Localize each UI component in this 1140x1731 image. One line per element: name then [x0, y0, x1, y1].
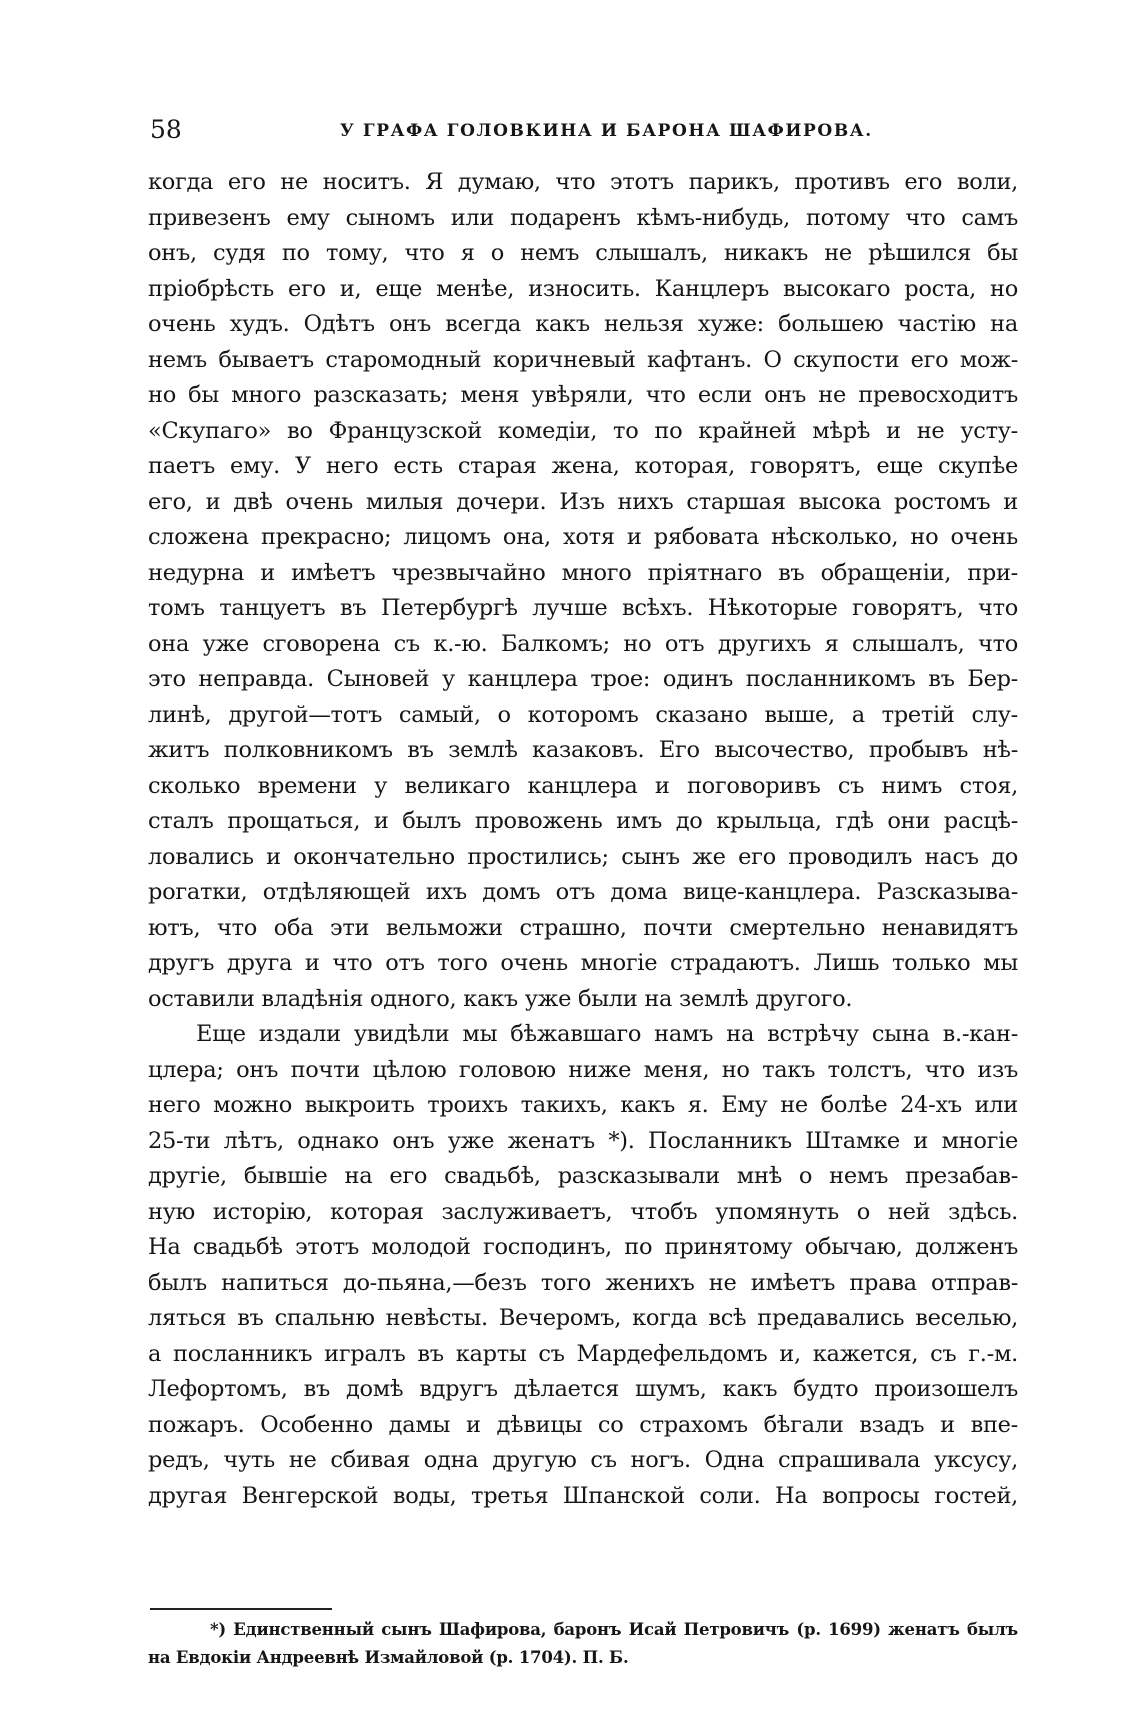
- text-line: сталъ прощаться, и былъ провожень имъ до крыльца, гдѣ они расцѣ-: [148, 808, 1018, 834]
- text-line: оставили владѣнія одного, какъ уже были на землѣ другого.: [148, 985, 853, 1012]
- text-line: цлера; онъ почти цѣлою головою ниже меня, но такъ толстъ, что изъ: [148, 1056, 1018, 1083]
- text-line: очень худъ. Одѣтъ онъ всегда какъ нельзя хуже: большею частію на: [148, 311, 1018, 337]
- text-line: другіе, бывшіе на его свадьбѣ, разсказывали мнѣ о немъ презабав-: [148, 1163, 1018, 1189]
- text-line: недурна и имѣетъ чрезвычайно много пріятнаго въ обращеніи, при-: [148, 559, 1018, 586]
- running-title: У ГРАФА ГОЛОВКИНА И БАРОНА ШАФИРОВА.: [340, 121, 873, 141]
- text-line: 25-ти лѣтъ, однако онъ уже женатъ *). Посланникъ Штамке и многіе: [148, 1127, 1018, 1154]
- text-line: онъ, судя по тому, что я о немъ слышалъ, никакъ не рѣшился бы: [148, 240, 1018, 266]
- text-line: ную исторію, которая заслуживаетъ, чтобъ упомянуть о ней здѣсь.: [148, 1198, 1018, 1225]
- text-line: а посланникъ игралъ въ карты съ Мардефельдомъ и, кажется, съ г.-м.: [148, 1340, 1018, 1367]
- text-line: привезенъ ему сыномъ или подаренъ кѣмъ-нибудь, потому что самъ: [148, 204, 1018, 231]
- text-line: «Скупаго» во Французской комедіи, то по крайней мѣрѣ и не усту-: [148, 417, 1018, 444]
- text-line: это неправда. Сыновей у канцлера трое: одинъ посланникомъ въ Бер-: [148, 666, 1018, 692]
- text-line: другая Венгерской воды, третья Шпанской соли. На вопросы гостей,: [148, 1482, 1018, 1509]
- text-line: Лефортомъ, въ домѣ вдругъ дѣлается шумъ, какъ будто произошелъ: [148, 1376, 1018, 1402]
- text-line: когда его не носитъ. Я думаю, что этотъ парикъ, противъ его воли,: [148, 169, 1018, 195]
- text-line: ловались и окончательно простились; сынъ же его проводилъ насъ до: [148, 843, 1018, 870]
- text-line: томъ танцуетъ въ Петербургѣ лучше всѣхъ. Нѣкоторые говорятъ, что: [148, 595, 1018, 621]
- text-line: немъ бываетъ старомодный коричневый кафтанъ. О скупости его мож-: [148, 346, 1018, 373]
- text-line: другъ друга и что отъ того очень многіе страдаютъ. Лишь только мы: [148, 950, 1018, 976]
- text-line: житъ полковникомъ въ землѣ казаковъ. Его высочество, пробывъ нѣ-: [148, 737, 1018, 763]
- main-text: [148, 165, 1018, 1514]
- text-line: ютъ, что оба эти вельможи страшно, почти смертельно ненавидятъ: [148, 914, 1018, 941]
- text-line: сколько времени у великаго канцлера и поговоривъ съ нимъ стоя,: [148, 772, 1018, 799]
- text-line: сложена прекрасно; лицомъ она, хотя и рябовата нѣсколько, но очень: [148, 524, 1018, 550]
- text-line: паетъ ему. У него есть старая жена, которая, говорятъ, еще скупѣе: [148, 453, 1018, 479]
- text-line: его, и двѣ очень милыя дочери. Изъ нихъ старшая высока ростомъ и: [148, 488, 1018, 515]
- text-line: редъ, чуть не сбивая одна другую съ ногъ. Одна спрашивала уксусу,: [148, 1447, 1018, 1473]
- page-number: 58: [150, 115, 182, 144]
- text-line: линѣ, другой—тотъ самый, о которомъ сказано выше, а третій слу-: [148, 701, 1018, 728]
- text-line: но бы много разсказать; меня увѣряли, что если онъ не превосходитъ: [148, 382, 1018, 408]
- footnote-line: *) Единственный сынъ Шафирова, баронъ Исай Петровичъ (р. 1699) женатъ былъ: [210, 1620, 1018, 1639]
- text-line: него можно выкроить троихъ такихъ, какъ я. Ему не болѣе 24-хъ или: [148, 1092, 1018, 1118]
- text-line: пожаръ. Особенно дамы и дѣвицы со страхомъ бѣгали взадъ и впе-: [148, 1411, 1018, 1438]
- text-line: она уже сговорена съ к.-ю. Балкомъ; но отъ другихъ я слышалъ, что: [148, 630, 1018, 657]
- footnote-divider: [150, 1608, 332, 1610]
- text-line: былъ напиться до-пьяна,—безъ того женихъ не имѣетъ права отправ-: [148, 1269, 1018, 1296]
- text-line: пріобрѣсть его и, еще менѣе, износить. Канцлеръ высокаго роста, но: [148, 275, 1018, 302]
- text-line: ляться въ спальню невѣсты. Вечеромъ, когда всѣ предавались веселью,: [148, 1305, 1018, 1331]
- text-line: рогатки, отдѣляющей ихъ домъ отъ дома вице-канцлера. Разсказыва-: [148, 879, 1018, 905]
- text-line-paragraph-start: Еще издали увидѣли мы бѣжавшаго намъ на встрѣчу сына в.-кан-: [196, 1021, 1018, 1047]
- footnote-line: на Евдокіи Андреевнѣ Измайловой (р. 1704). П. Б.: [148, 1648, 629, 1667]
- page-header: [150, 115, 1030, 147]
- text-line: На свадьбѣ этотъ молодой господинъ, по принятому обычаю, долженъ: [148, 1234, 1018, 1260]
- footnote: [148, 1616, 1018, 1672]
